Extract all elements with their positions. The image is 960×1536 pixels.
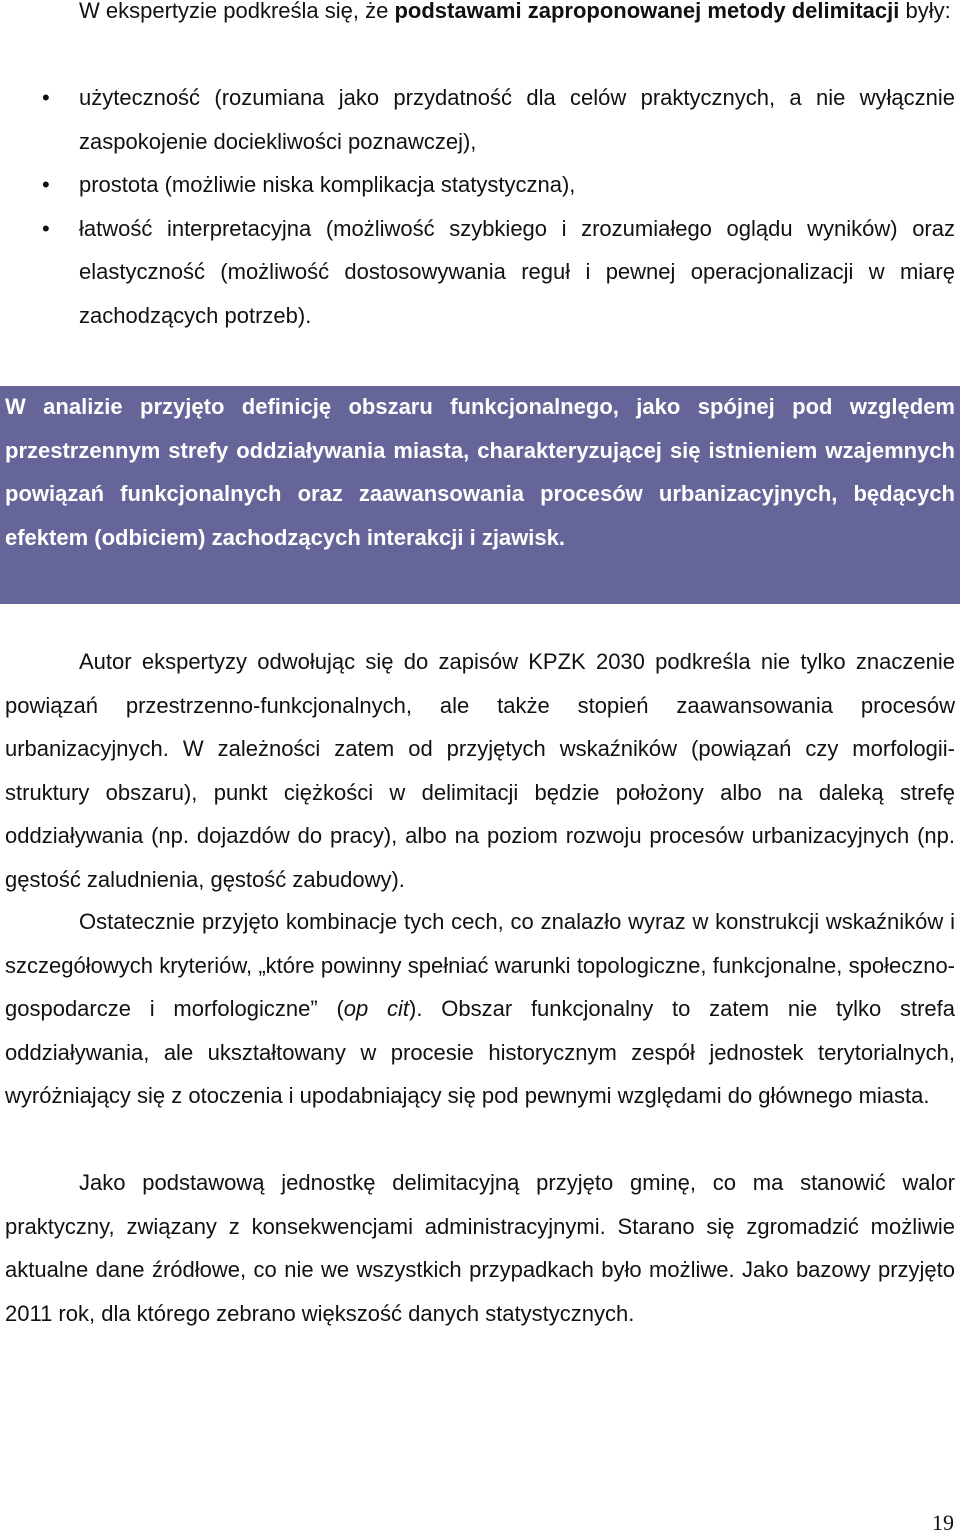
bullet-text: łatwość interpretacyjna (możliwość szybkiego i zrozumiałego oglądu wyników) oraz elastyczność (możliwość dostosowywania reguł i pewnej operacjonalizacji w miarę zachodzących potrzeb). [79,215,955,328]
bullet-text: użyteczność (rozumiana jako przydatność dla celów praktycznych, a nie wyłącznie zaspokojenie dociekliwości poznawczej), [79,85,955,154]
definition-text: W analizie przyjęto definicję obszaru funkcjonalnego, jako spójnej pod względem przestrzennym strefy oddziaływania miasta, charakteryzującej się istnieniem wzajemnych powiązań funkcjonalnych oraz zaawansowania procesów urbanizacyjnych, będących efektem (odbiciem) zachodzących interakcji i zjawisk. [5,394,955,550]
paragraph-combination-text: Ostatecznie przyjęto kombinacje tych cech, co znalazło wyraz w konstrukcji wskaźników i szczegółowych kryteriów, „które powinny spełniać warunki topologiczne, funkcjonalne, społeczno-gospodarcze i morfologiczne” ( [5,909,955,1021]
intro-text: W ekspertyzie podkreśla się, że [79,0,395,23]
bullet-item [0,207,955,338]
paragraph-kpzk-text: Autor ekspertyzy odwołując się do zapisów KPZK 2030 podkreśla nie tylko znaczenie powiązań przestrzenno-funkcjonalnych, ale także stopień zaawansowania procesów urbanizacyjnych. W zależności zatem od przyjętych wskaźników (powiązań czy morfologii-struktury obszaru), punkt ciężkości w delimitacji będzie położony albo na daleką strefę oddziaływania (np. dojazdów do pracy), albo na poziom rozwoju procesów urbanizacyjnych (np. gęstość zaludnienia, gęstość zabudowy). [5,649,955,892]
bullet-icon: • [42,85,50,110]
paragraph-unit [5,1161,955,1335]
bullet-icon: • [42,172,50,197]
paragraph-combination [5,900,955,1118]
intro-paragraph [5,0,955,33]
paragraph-combination-text-end: ). Obszar funkcjonalny to zatem nie tylko strefa oddziaływania, ale ukształtowany w procesie historycznym zespół jednostek terytorialnych, wyróżniający się z otoczenia i upodabniający się pod pewnymi względami do głównego miasta. [5,996,955,1108]
bullet-list [0,76,955,337]
definition-highlight-box [0,386,960,604]
bullet-item [0,163,955,207]
bullet-text: prostota (możliwie niska komplikacja statystyczna), [79,172,576,197]
citation-italic: op cit [343,996,410,1021]
bullet-item [0,76,955,163]
intro-bold-text: podstawami zaproponowanej metody delimitacji [394,0,900,23]
page-number: 19 [932,1510,954,1535]
paragraph-unit-text: Jako podstawową jednostkę delimitacyjną przyjęto gminę, co ma stanowić walor praktyczny, związany z konsekwencjami administracyjnymi. Starano się zgromadzić możliwie aktualne dane źródłowe, co nie we wszystkich przypadkach było możliwe. Jako bazowy przyjęto 2011 rok, dla którego zebrano większość danych statystycznych. [5,1170,955,1326]
bullet-icon: • [42,215,50,241]
paragraph-kpzk [5,640,955,901]
intro-text-end: były: [899,0,951,23]
